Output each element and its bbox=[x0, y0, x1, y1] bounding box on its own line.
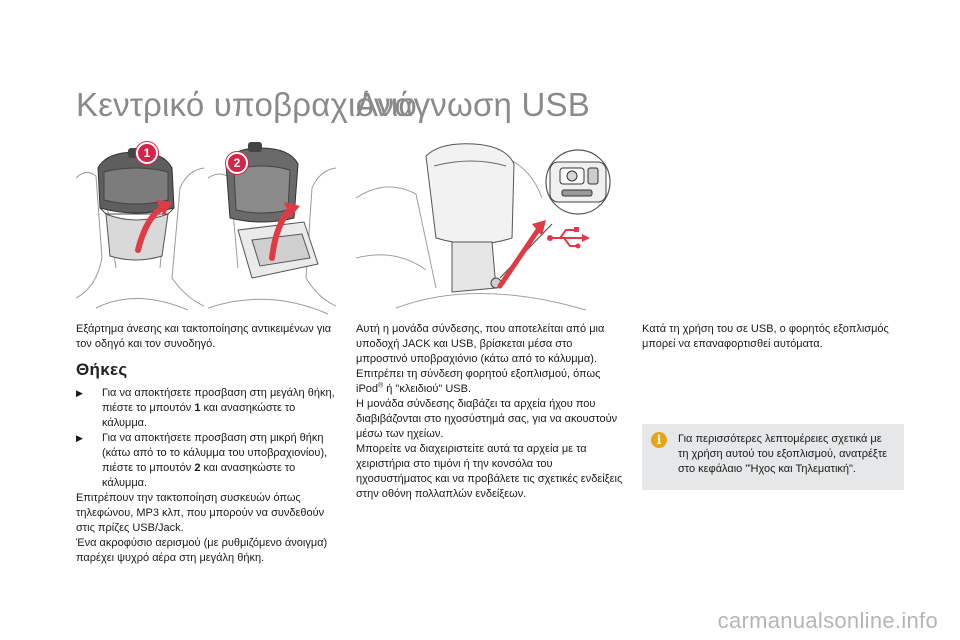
lift-arrow-1 bbox=[76, 138, 204, 316]
usb-manage-text: Μπορείτε να διαχειριστείτε αυτά τα αρχεία με τα χειριστήρια στο τιμόνι ή την κονσόλα του ηχοσυστήματος και να προβάλετε τις σχετικές ενδείξεις στην οθόνη πολλαπλών ενδείξεων. bbox=[356, 443, 623, 500]
section-heading-thikes: Θήκες bbox=[76, 360, 128, 379]
badge-1: 1 bbox=[136, 142, 158, 164]
info-text: Για περισσότερες λεπτομέρειες σχετικά με τη χρήση αυτού του εξοπλισμού, ανατρέξτε στο κεφάλαιο "Ήχος και Τηλεματική". bbox=[678, 433, 888, 475]
column-charging bbox=[642, 322, 904, 352]
armrest-figure-2 bbox=[208, 138, 336, 316]
button-ref-2: 2 bbox=[194, 462, 201, 474]
usb-pointer-arrow bbox=[356, 138, 620, 316]
intro-text: Εξάρτημα άνεσης και τακτοποίησης αντικειμένων για τον οδηγό και τον συνοδηγό. bbox=[76, 323, 332, 350]
usb-read-text: Η μονάδα σύνδεσης διαβάζει τα αρχεία ήχου που διαβιβάζονται στο ηχοσύστημά σας, για να ακουστούν μέσω των ηχείων. bbox=[356, 398, 618, 440]
usb-connect-text: Επιτρέπει τη σύνδεση φορητού εξοπλισμού, όπως iPod® ή "κλειδιού" USB. bbox=[356, 368, 601, 395]
charging-text: Κατά τη χρήση του σε USB, ο φορητός εξοπλισμός μπορεί να επαναφορτισθεί αυτόματα. bbox=[642, 323, 889, 350]
usb-unit-text: Αυτή η μονάδα σύνδεσης, που αποτελείται από μια υποδοχή JACK και USB, βρίσκεται μέσα στο μπροστινό υποβραχιόνιο (κάτω από το κάλυμμα). bbox=[356, 323, 605, 365]
watermark: carmanualsonline.info bbox=[717, 608, 938, 633]
armrest-figure-1 bbox=[76, 138, 204, 316]
right-title: Ανάγνωση USB bbox=[356, 86, 590, 123]
devices-text: Επιτρέπουν την τακτοποίηση συσκευών όπως τηλεφώνου, MP3 κλπ, που μπορούν να συνδεθούν στις πρίζες USB/Jack. bbox=[76, 492, 325, 534]
left-title: Κεντρικό υποβραχιόνιο bbox=[76, 86, 417, 123]
usb-reader-figure bbox=[356, 138, 620, 316]
column-usb bbox=[356, 322, 624, 502]
info-box bbox=[642, 424, 904, 490]
bullet-large-compartment: ▶ Για να αποκτήσετε προσβαση στη μεγάλη θήκη, πιέστε το μπουτόν 1 και ανασηκώστε το κάλυμμα. bbox=[76, 387, 335, 429]
bullet-small-compartment: ▶ Για να αποκτήσετε προσβαση στη μικρή θήκη (κάτω από το το κάλυμμα του υποβραχιονίου), πιέστε το μπουτόν 2 και ανασηκώστε το κάλυμμα. bbox=[76, 432, 328, 489]
column-armrest bbox=[76, 322, 338, 566]
badge-2: 2 bbox=[226, 152, 248, 174]
info-icon: i bbox=[651, 432, 667, 448]
button-ref-1: 1 bbox=[194, 402, 201, 414]
bullet-arrow-icon: ▶ bbox=[76, 433, 83, 443]
bullet-arrow-icon: ▶ bbox=[76, 388, 83, 398]
vent-text: Ένα ακροφύσιο αερισμού (με ρυθμιζόμενο άνοιγμα) παρέχει ψυχρό αέρα στη μεγάλη θήκη. bbox=[76, 537, 328, 564]
